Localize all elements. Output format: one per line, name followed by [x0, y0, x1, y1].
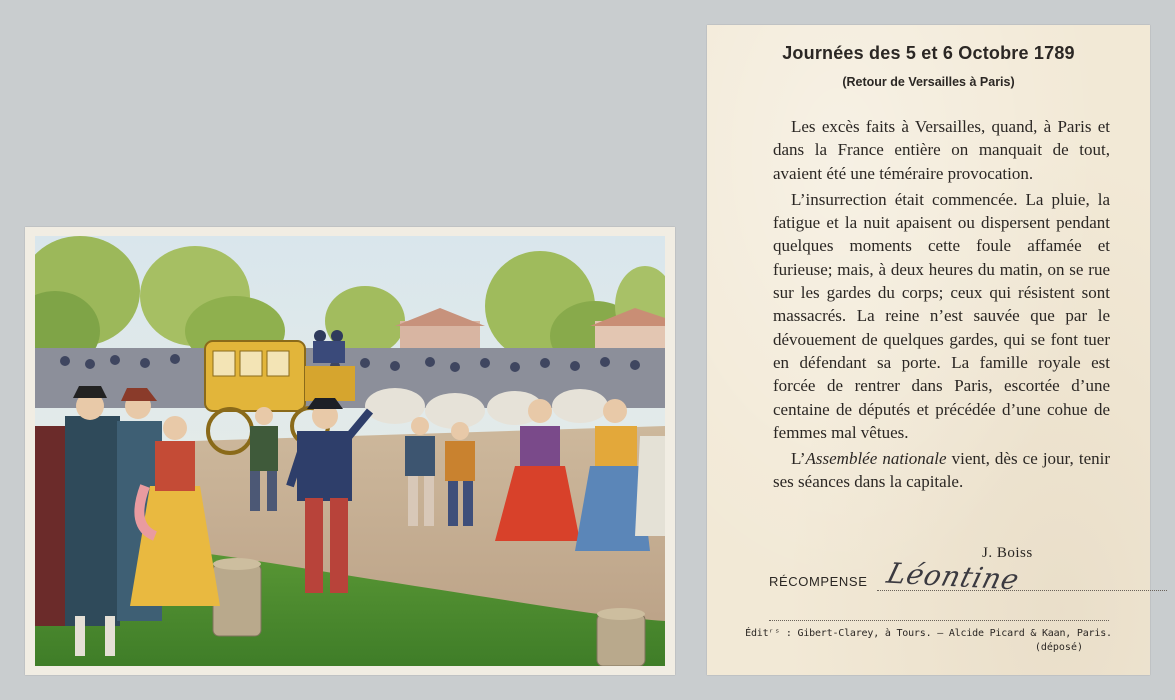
- recompense-label: RÉCOMPENSE: [769, 574, 868, 589]
- card-subtitle: (Retour de Versailles à Paris): [842, 75, 1015, 89]
- depose-note: (déposé): [1034, 642, 1083, 653]
- body-text: [773, 115, 1110, 494]
- paragraph-3-italic: Assemblée nationale: [805, 449, 947, 469]
- author-signature: J. Boiss: [982, 545, 1033, 561]
- paragraph-2: L’insurrection était commencée. La pluie, la fatigue et la nuit apaisent ou dispersent pendant quelques moments cette foule affamée et furieuse; mais, à deux heures du matin, on se rue sur les gardes du corps; ceux qui résistent sont massacrés. La reine n’est sauvée que par le dévouement de quelques gardes, qui se font tuer en défendant sa porte. La famille royale est forcée de rentrer dans Paris, escortée d’une centaine de députés et précédée d’une cohue de femmes mal vêtues.: [773, 189, 1110, 442]
- recompense-handwritten-name: Léontine: [883, 556, 1024, 597]
- recompense-row: [769, 556, 1109, 597]
- paragraph-3-prefix: L’: [791, 449, 806, 469]
- publisher-line: Éditʳˢ : Gibert-Clarey, à Tours. — Alcide Picard & Kaan, Paris.: [745, 628, 1112, 639]
- paragraph-1: Les excès faits à Versailles, quand, à Paris et dans la France entière on manquait de tout, avaient été une téméraire provocation.: [773, 117, 1110, 183]
- paragraph-3-suffix: vient, dès ce jour, tenir ses séances dans la capitale.: [773, 449, 1110, 492]
- paragraph-3: [773, 447, 1110, 494]
- illustration-card: [25, 227, 675, 675]
- card-title: Journées des 5 et 6 Octobre 1789: [782, 43, 1075, 63]
- text-card: [707, 25, 1150, 675]
- separator-line: [769, 620, 1109, 621]
- illustration-scene: [35, 236, 665, 666]
